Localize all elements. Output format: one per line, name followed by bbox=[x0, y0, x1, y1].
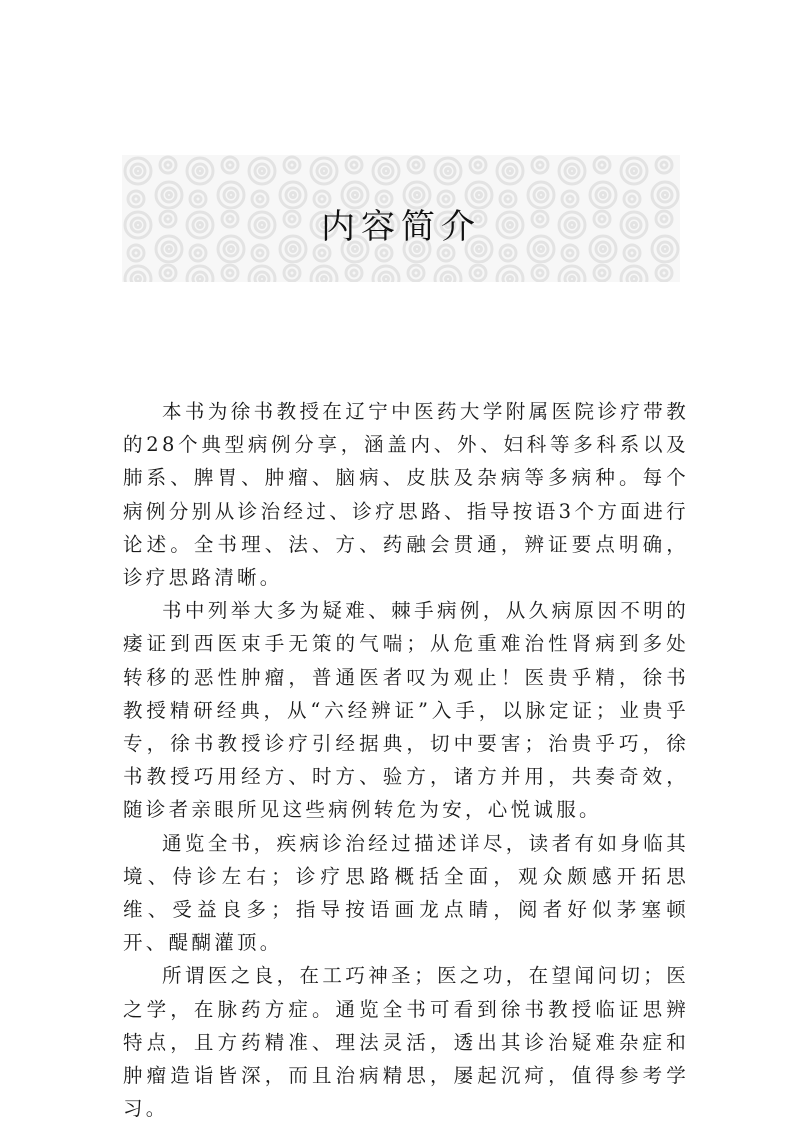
content-introduction-body bbox=[123, 395, 689, 1125]
page-title: 内容简介 bbox=[321, 207, 481, 247]
paragraph-overview: 本书为徐书教授在辽宁中医药大学附属医院诊疗带教的28个典型病例分享，涵盖内、外、妇科等多科系以及肺系、脾胃、肿瘤、脑病、皮肤及杂病等多病种。每个病例分别从诊治经过、诊疗思路、指导按语3个方面进行论述。全书理、法、方、药融会贯通，辨证要点明确，诊疗思路清晰。 bbox=[123, 400, 689, 590]
paragraph-summary: 所谓医之良，在工巧神圣；医之功，在望闻问切；医之学，在脉药方症。通览全书可看到徐书教授临证思辨特点，且方药精准、理法灵活，透出其诊治疑难杂症和肿瘤造诣皆深，而且治病精思，屡起沉疴，值得参考学习。 bbox=[123, 964, 689, 1121]
title-banner bbox=[122, 155, 680, 282]
paragraph-cases: 书中列举大多为疑难、棘手病例，从久病原因不明的痿证到西医束手无策的气喘；从危重难治性肾病到多处转移的恶性肿瘤，普通医者叹为观止！医贵乎精，徐书教授精研经典，从“六经辨证”入手，以脉定证；业贵乎专，徐书教授诊疗引经据典，切中要害；治贵乎巧，徐书教授巧用经方、时方、验方，诸方并用，共奏奇效，随诊者亲眼所见这些病例转危为安，心悦诚服。 bbox=[123, 599, 689, 822]
paragraph-readers: 通览全书，疾病诊治经过描述详尽，读者有如身临其境、侍诊左右；诊疗思路概括全面，观众颇感开拓思维、受益良多；指导按语画龙点睛，阅者好似茅塞顿开、醍醐灌顶。 bbox=[123, 831, 689, 955]
